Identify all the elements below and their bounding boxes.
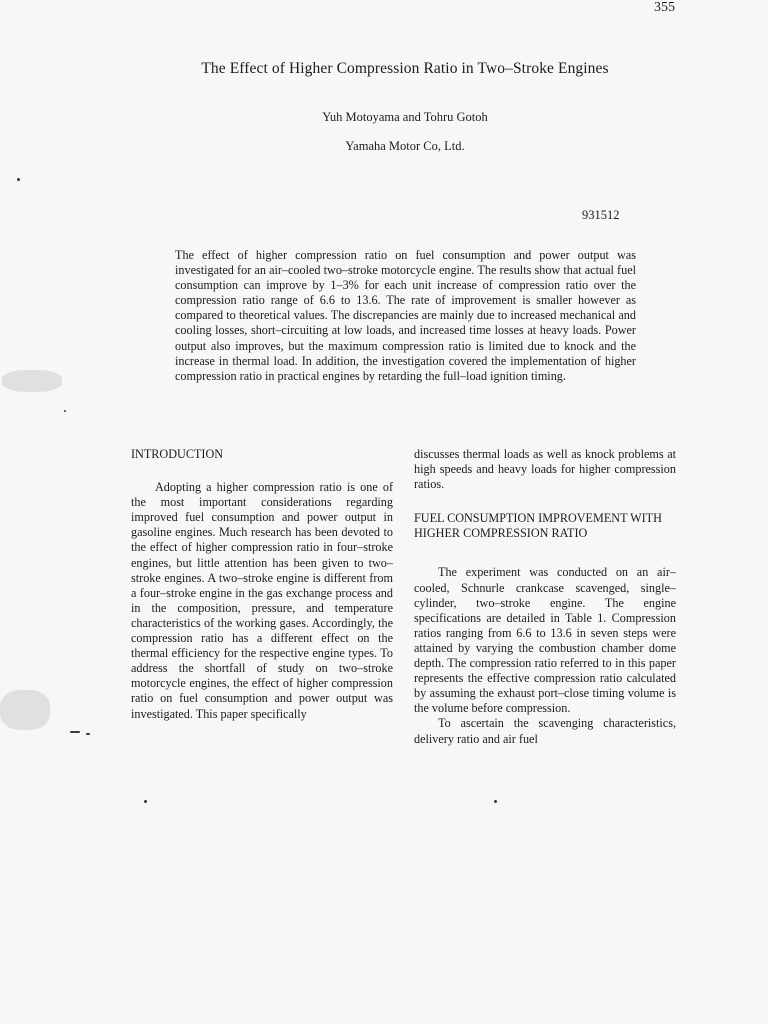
scan-speck xyxy=(70,731,80,733)
left-column xyxy=(131,447,393,722)
scan-smudge xyxy=(0,690,50,730)
scan-speck xyxy=(64,410,66,412)
scan-smudge xyxy=(2,370,62,392)
paper-number: 931512 xyxy=(582,208,620,222)
introduction-heading: INTRODUCTION xyxy=(131,447,224,461)
introduction-paragraph: Adopting a higher compression ratio is one of the most important considerations regarding improved fuel consumption and power output in gasoline engines. Much research has been devoted to the effect of higher compression ratio in four–stroke engines, but little attention has been given to two–stroke engines. A two–stroke engine is different from a four–stroke engine in the gas exchange process and in the composition, pressure, and temperature characteristics of the working gases. Accordingly, the compression ratio has a different effect on the thermal efficiency for the respective engine types. To address the shortfall of study on two–stroke motorcycle engines, the effect of higher compression ratio on fuel consumption and power output was investigated. This paper specifically xyxy=(131,480,393,721)
experiment-paragraph: The experiment was conducted on an air–cooled, Schnurle crankcase scavenged, single–cylinder, two–stroke engine. The engine specifications are detailed in Table 1. Compression ratios ranging from 6.6 to 13.6 in seven steps were attained by varying the combustion chamber dome depth. The compression ratio referred to in this paper represents the effective compression ratio calculated by assuming the exhaust port–close timing volume is the volume before compression. xyxy=(414,565,676,716)
abstract: The effect of higher compression ratio on fuel consumption and power output was investigated for an air–cooled two–stroke motorcycle engine. The results show that actual fuel consumption can improve by 1–3% for each unit increase of compression ratio over the compression ratio range of 6.6 to 13.6. The rate of improvement is smaller however as compared to theoretical values. The discrepancies are mainly due to increased mechanical and cooling losses, short–circuiting at low loads, and increased time losses at heavy loads. Power output also improves, but the maximum compression ratio is limited due to knock and the increase in thermal load. In addition, the investigation covered the implementation of higher compression ratio in practical engines by retarding the full–load ignition timing. xyxy=(175,248,636,383)
right-column xyxy=(414,447,676,747)
scan-speck xyxy=(144,800,147,803)
scan-speck xyxy=(86,733,90,735)
scavenging-paragraph: To ascertain the scavenging characteristics, delivery ratio and air fuel xyxy=(414,716,676,746)
paper-affiliation: Yamaha Motor Co, Ltd. xyxy=(345,139,465,153)
scan-speck xyxy=(17,178,20,181)
paper-authors: Yuh Motoyama and Tohru Gotoh xyxy=(322,110,488,124)
introduction-continuation: discusses thermal loads as well as knock problems at high speeds and heavy loads for higher compression ratios. xyxy=(414,447,676,492)
page-number: 355 xyxy=(654,0,675,15)
fuel-consumption-heading: FUEL CONSUMPTION IMPROVEMENT WITH HIGHER COMPRESSION RATIO xyxy=(414,511,662,541)
scan-speck xyxy=(494,800,497,803)
paper-title: The Effect of Higher Compression Ratio in Two–Stroke Engines xyxy=(201,60,609,77)
